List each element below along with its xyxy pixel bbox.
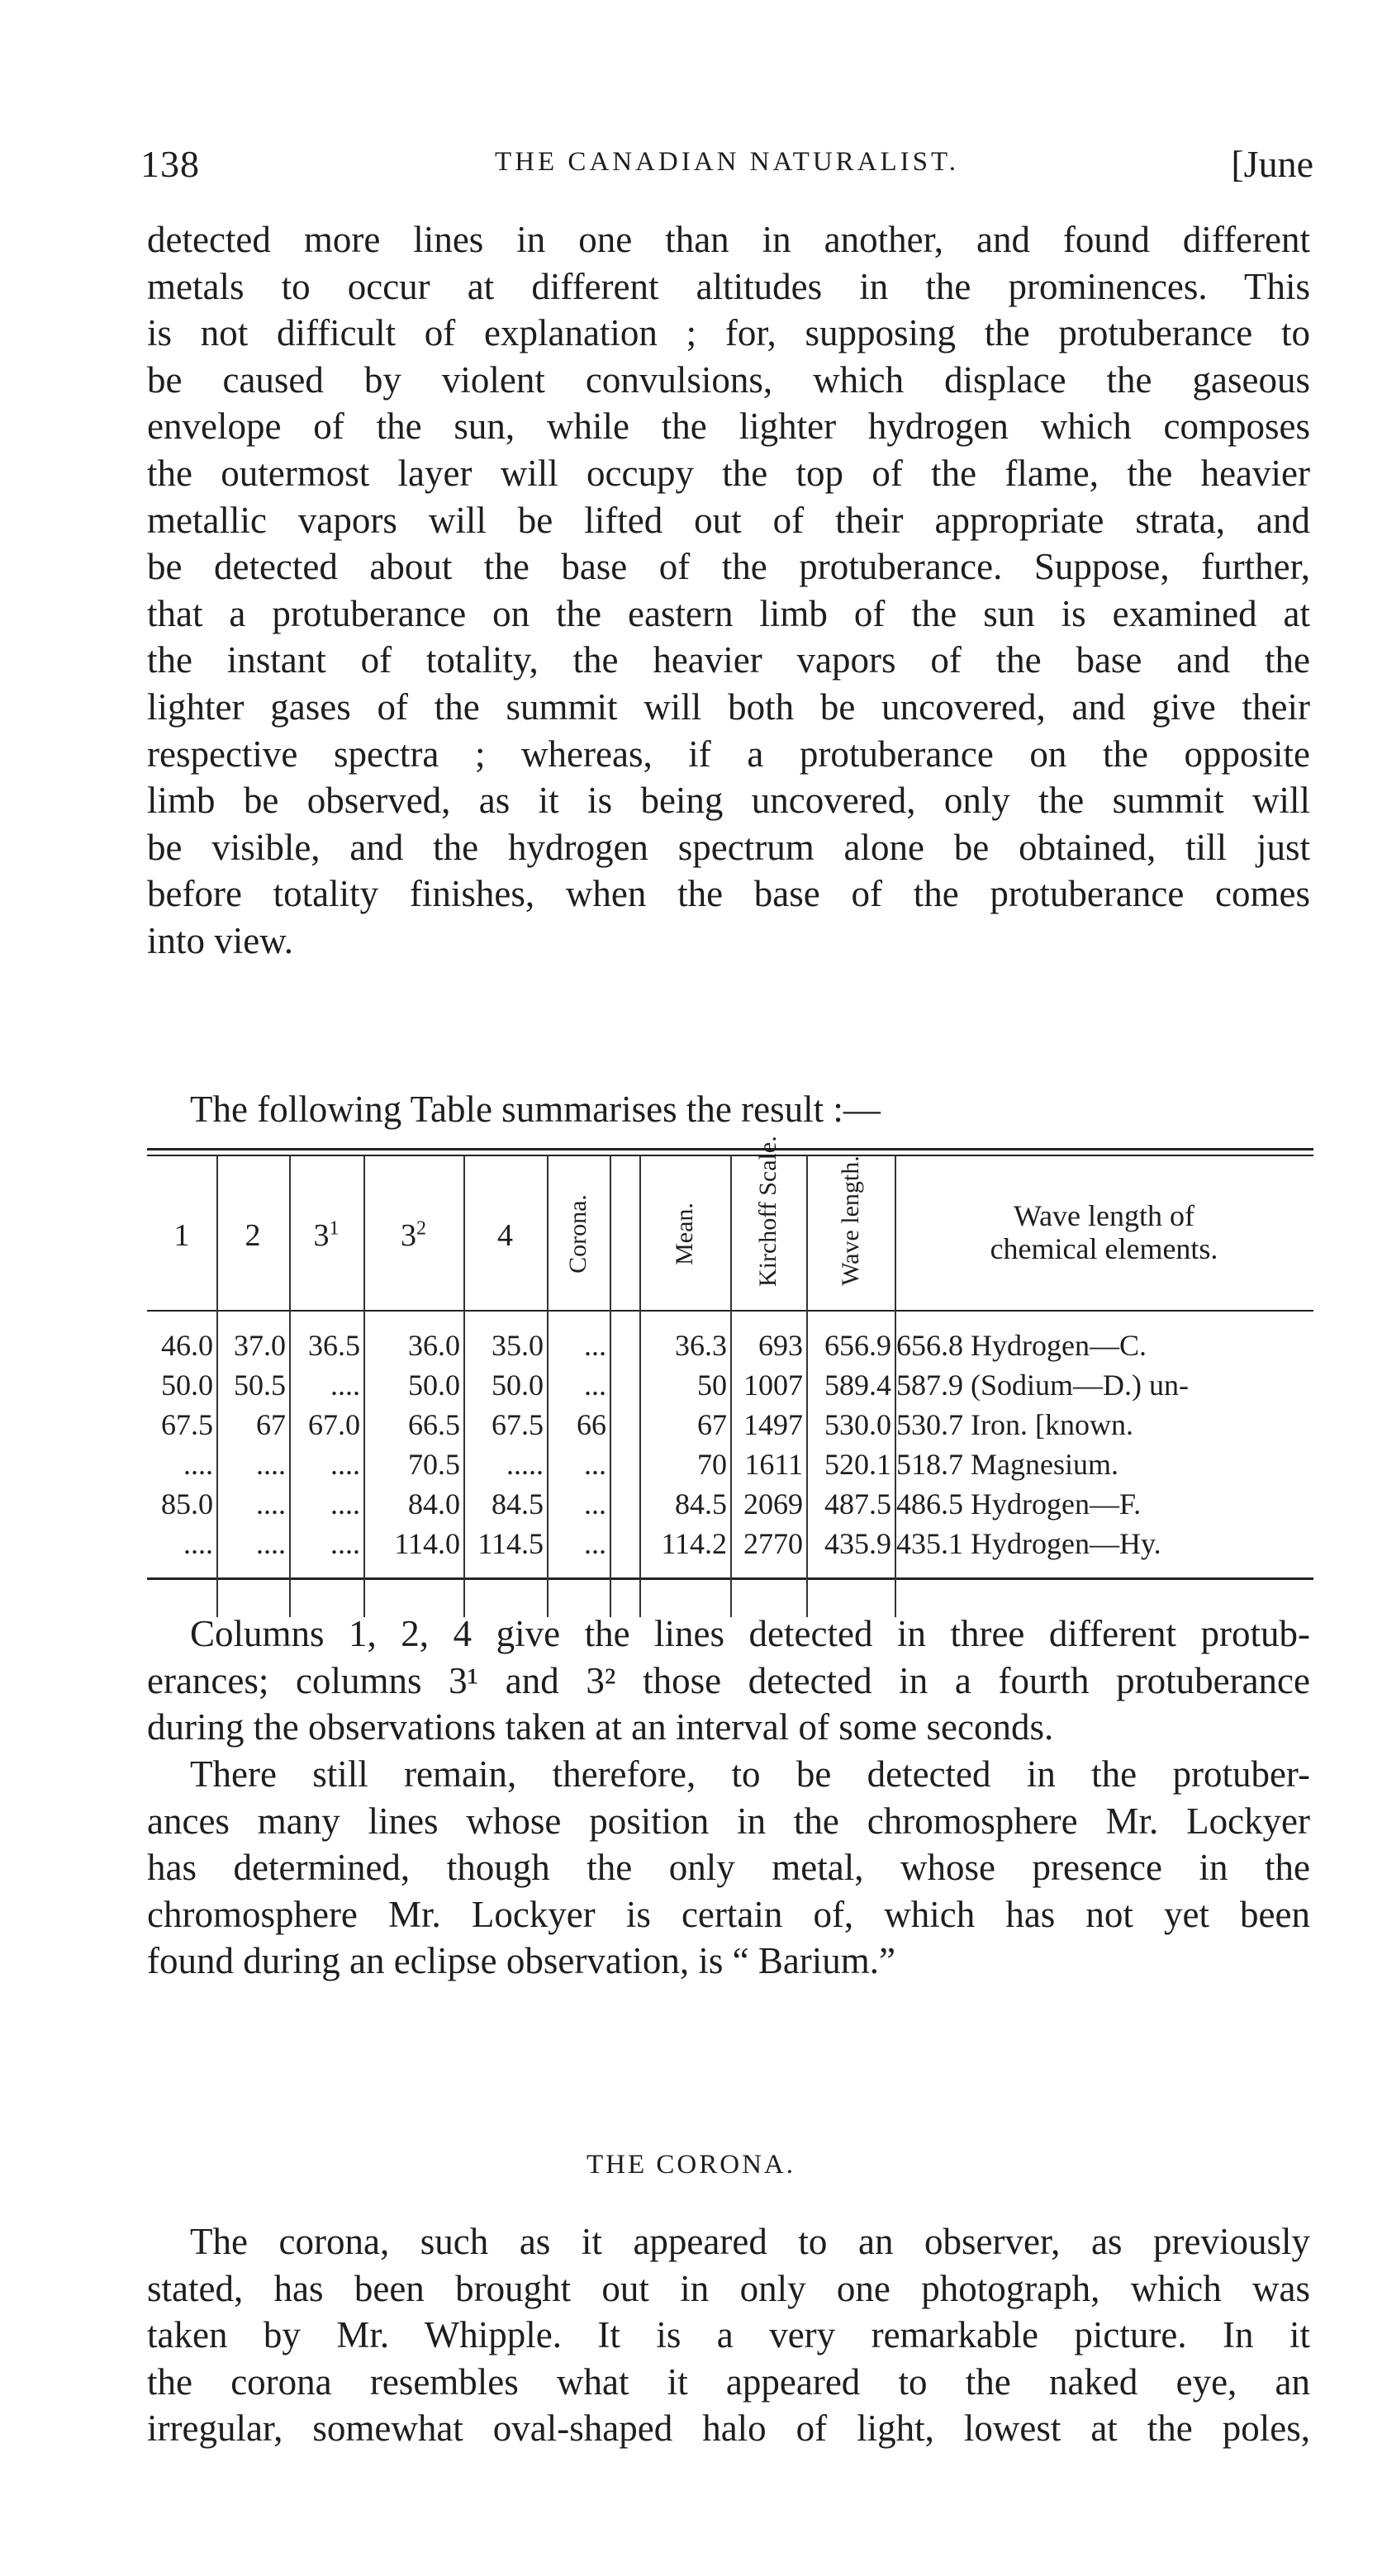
- cell: 114.0: [394, 1527, 460, 1560]
- text-line: limb be observed, as it is being uncovered, only the summit will: [147, 780, 1310, 822]
- cell: 114.5: [477, 1527, 544, 1560]
- header-column-3-2: [363, 1217, 463, 1254]
- table-row: [147, 1487, 1313, 1520]
- cell: 2069: [743, 1487, 803, 1520]
- cell: 656.8 Hydrogen—C.: [896, 1329, 1147, 1362]
- header-corona: Corona.: [564, 1194, 591, 1274]
- text-line: lighter gases of the summit will both be uncovered, and give their: [147, 686, 1310, 728]
- header-column-3-2-base: 3: [401, 1218, 416, 1253]
- text-line: respective spectra ; whereas, if a protuberance on the opposite: [147, 733, 1310, 775]
- cell: 1497: [743, 1408, 803, 1441]
- table-top-rule: [147, 1148, 1313, 1150]
- cell: 70: [697, 1448, 727, 1481]
- cell: 36.0: [408, 1329, 460, 1362]
- cell: ....: [256, 1487, 286, 1520]
- cell: 67.0: [308, 1408, 360, 1441]
- cell: ...: [584, 1527, 606, 1560]
- cell: 2770: [743, 1527, 803, 1560]
- text-line: detected more lines in one than in another, and found different: [147, 219, 1310, 260]
- cell: 587.9 (Sodium—D.) un-: [896, 1369, 1189, 1402]
- cell: 50.0: [161, 1369, 213, 1402]
- cell: 66: [577, 1408, 606, 1441]
- text-line: Columns 1, 2, 4 give the lines detected in three different protub-: [190, 1613, 1310, 1654]
- header-mean: Mean.: [671, 1203, 698, 1265]
- header-column-3-1-sup: 1: [329, 1217, 340, 1240]
- cell: ....: [256, 1527, 286, 1560]
- cell: ....: [330, 1487, 360, 1520]
- cell: 520.1: [824, 1448, 891, 1481]
- page-number: 138: [140, 143, 200, 185]
- table-row: [147, 1447, 1313, 1480]
- header-kirchoff-scale: Kirchoff Scale.: [754, 1136, 781, 1287]
- text-line: be visible, and the hydrogen spectrum alone be obtained, till just: [147, 826, 1310, 868]
- text-line: be caused by violent convulsions, which displace the gaseous: [147, 358, 1310, 401]
- header-wave-length: Wave length.: [837, 1155, 864, 1286]
- cell: 50.5: [234, 1369, 286, 1402]
- cell: 67: [697, 1408, 727, 1441]
- cell: 67.5: [492, 1408, 544, 1441]
- cell: 693: [758, 1329, 803, 1362]
- text-line: has determined, though the only metal, whose presence in the: [147, 1847, 1310, 1889]
- cell: 50: [697, 1369, 727, 1402]
- paragraph-columns-note: [147, 1611, 1310, 1751]
- text-line: ances many lines whose position in the chromosphere Mr. Lockyer: [147, 1800, 1310, 1842]
- text-line: the corona resembles what it appeared to the naked eye, an: [147, 2360, 1310, 2403]
- paragraph-corona: [147, 2218, 1310, 2452]
- header-column-3-1-base: 3: [313, 1218, 330, 1253]
- text-line: is not difficult of explanation ; for, supposing the protuberance to: [147, 312, 1310, 354]
- header-column-3-2-sup: 2: [416, 1217, 426, 1240]
- cell: 656.9: [824, 1329, 891, 1362]
- cell: 50.0: [408, 1369, 460, 1402]
- cell: ...: [584, 1487, 606, 1520]
- table-row: [147, 1407, 1313, 1440]
- text-line: chromosphere Mr. Lockyer is certain of, which has not yet been: [147, 1893, 1310, 1935]
- text-line: irregular, somewhat oval-shaped halo of light, lowest at the poles,: [147, 2408, 1310, 2450]
- table-intro: The following Table summarises the result :—: [190, 1089, 881, 1130]
- cell: 67.5: [161, 1408, 213, 1441]
- cell: .....: [506, 1448, 544, 1481]
- cell: 114.2: [661, 1527, 727, 1560]
- header-chemical-elements-line1: Wave length of: [1013, 1199, 1195, 1232]
- text-line: the outermost layer will occupy the top of the flame, the heavier: [147, 452, 1310, 494]
- running-head: [140, 142, 1313, 192]
- cell: 84.5: [492, 1487, 544, 1520]
- text-line: found during an eclipse observation, is “ Barium.”: [147, 1940, 896, 1982]
- cell: ....: [330, 1448, 360, 1481]
- table-row: [147, 1526, 1313, 1559]
- cell: 530.0: [824, 1408, 891, 1441]
- text-line: during the observations taken at an interval of some seconds.: [147, 1706, 1054, 1748]
- cell: ...: [584, 1329, 606, 1362]
- cell: 66.5: [408, 1408, 460, 1441]
- cell: ....: [256, 1448, 286, 1481]
- cell: 50.0: [492, 1369, 544, 1402]
- cell: 1007: [743, 1369, 803, 1402]
- cell: ....: [183, 1448, 213, 1481]
- header-column-4: 4: [497, 1218, 513, 1253]
- text-line: the instant of totality, the heavier vapors of the base and the: [147, 639, 1310, 681]
- cell: ...: [584, 1369, 606, 1402]
- text-line: into view.: [147, 919, 294, 961]
- cell: 486.5 Hydrogen—F.: [896, 1487, 1142, 1520]
- cell: 36.3: [675, 1329, 727, 1362]
- table-row: [147, 1328, 1313, 1361]
- cell: 84.5: [675, 1487, 727, 1520]
- cell: 1611: [744, 1448, 803, 1481]
- cell: ....: [183, 1527, 213, 1560]
- cell: 518.7 Magnesium.: [896, 1448, 1118, 1481]
- text-line: metallic vapors will be lifted out of their appropriate strata, and: [147, 499, 1310, 541]
- text-line: The corona, such as it appeared to an observer, as previously: [190, 2221, 1310, 2262]
- text-line: be detected about the base of the protuberance. Suppose, further,: [147, 546, 1310, 588]
- section-heading: THE CORONA.: [587, 2150, 795, 2180]
- issue-month: [June: [1231, 143, 1313, 185]
- header-chemical-elements-line2: chemical elements.: [990, 1232, 1218, 1265]
- cell: 85.0: [161, 1487, 213, 1520]
- cell: 67: [256, 1408, 286, 1441]
- cell: 70.5: [408, 1448, 460, 1481]
- text-line: taken by Mr. Whipple. It is a very remarkable picture. In it: [147, 2314, 1310, 2356]
- cell: 36.5: [308, 1329, 360, 1362]
- cell: 530.7 Iron. [known.: [896, 1408, 1133, 1441]
- table-row: [147, 1368, 1313, 1401]
- header-chemical-elements: [895, 1199, 1313, 1265]
- cell: 487.5: [824, 1487, 891, 1520]
- header-column-1: 1: [173, 1218, 190, 1253]
- cell: 589.4: [824, 1369, 891, 1402]
- cell: 46.0: [161, 1329, 213, 1362]
- text-line: There still remain, therefore, to be detected in the protuber-: [190, 1753, 1310, 1795]
- text-line: metals to occur at different altitudes in the prominences. This: [147, 265, 1310, 307]
- cell: ....: [330, 1527, 360, 1560]
- header-column-3-1: [289, 1217, 363, 1254]
- text-line: envelope of the sun, while the lighter hydrogen which composes: [147, 406, 1310, 448]
- cell: ...: [584, 1448, 606, 1481]
- journal-title: THE CANADIAN NATURALIST.: [495, 147, 959, 177]
- text-line: that a protuberance on the eastern limb of the sun is examined at: [147, 592, 1310, 634]
- cell: 84.0: [408, 1487, 460, 1520]
- cell: 37.0: [234, 1329, 286, 1362]
- text-line: stated, has been brought out in only one photograph, which was: [147, 2267, 1310, 2309]
- header-column-2: 2: [245, 1218, 261, 1253]
- cell: 435.1 Hydrogen—Hy.: [896, 1527, 1161, 1560]
- text-line: before totality finishes, when the base of the protuberance comes: [147, 873, 1310, 915]
- cell: 435.9: [824, 1527, 891, 1560]
- cell: ....: [330, 1369, 360, 1402]
- paragraph-protuberance-explanation: [147, 216, 1310, 965]
- cell: 35.0: [492, 1329, 544, 1362]
- paragraph-barium: [147, 1751, 1310, 1985]
- text-line: erances; columns 3¹ and 3² those detected in a fourth protuberance: [147, 1659, 1310, 1701]
